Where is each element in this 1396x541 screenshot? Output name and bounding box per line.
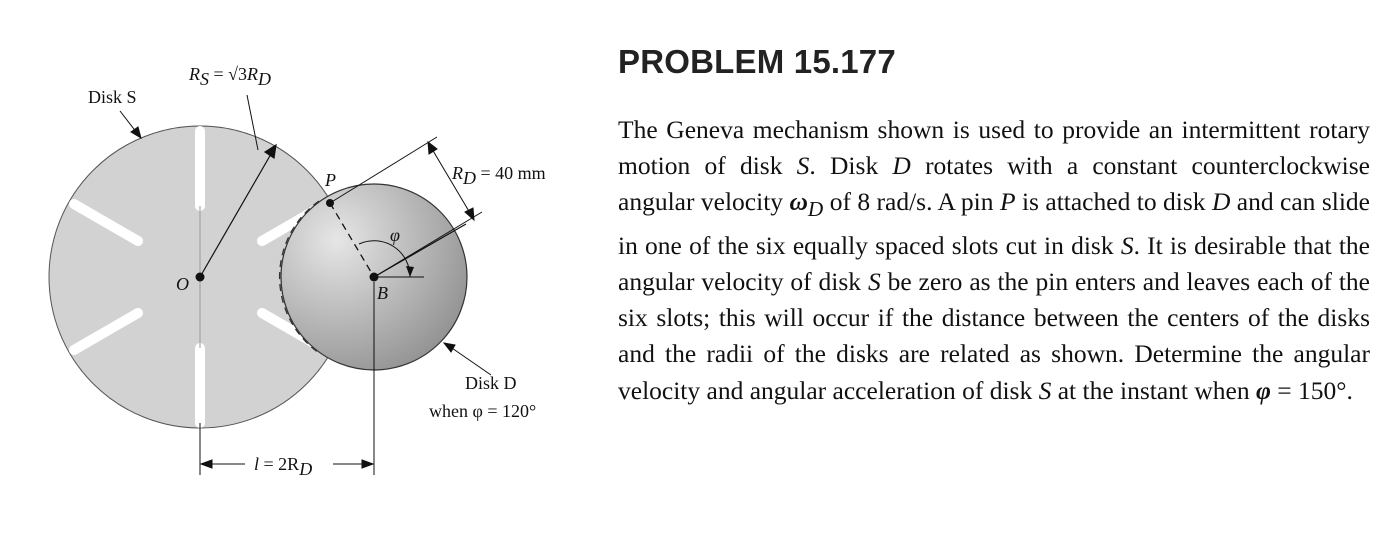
text-part: of 8 rad/s. A pin [823, 187, 1000, 217]
disk-s-label: Disk S [88, 87, 137, 107]
disk-d-label: Disk D [465, 373, 517, 393]
pin-symbol: P [999, 187, 1016, 217]
when-phi-label: when φ = 120° [429, 401, 537, 421]
center-o [196, 273, 205, 282]
text-part: and can slide in one of the six equally spaced slots cut in disk [618, 187, 1370, 260]
text-part: . It is desirable that the angular velocity of disk [618, 230, 1370, 296]
text-part: rotates with a constant counterclockwise angular velocity [618, 151, 1370, 217]
problem-title: PROBLEM 15.177 [618, 43, 896, 80]
problem-statement [618, 112, 1370, 409]
disk-s-leader [120, 111, 141, 138]
omega-subscript: D [807, 197, 824, 222]
disk-s-symbol: S [867, 266, 881, 296]
center-o-label: O [176, 274, 189, 294]
phi-symbol: φ [1256, 375, 1271, 405]
disk-d-leader [444, 343, 491, 375]
pin-p-label: P [325, 170, 336, 190]
disk-d-symbol: D [892, 151, 911, 181]
center-b-label: B [377, 283, 388, 303]
geneva-mechanism-figure [30, 40, 600, 500]
disk-s-symbol: S [1038, 375, 1052, 405]
disk-d-symbol: D [1211, 187, 1231, 217]
text-part: be zero as the pin enters and leaves each of the six slots; this will occur if the distance between the centers of the disks and the radii of the disks are related as shown. Determine the angular velocity and angular acceleration of disk [618, 266, 1370, 405]
disk-s-symbol: S [1120, 230, 1134, 260]
l-formula-label: l = 2RD [254, 454, 313, 479]
rd-formula-label: RD = 40 mm [452, 163, 546, 188]
text-part: at the instant when [1051, 375, 1256, 405]
text-part: The Geneva mechanism shown is used to provide an intermittent rotary motion of disk [618, 115, 1370, 181]
text-part: = 150°. [1270, 375, 1353, 405]
disk-s-symbol: S [796, 151, 810, 181]
text-part: is attached to disk [1015, 187, 1212, 217]
phi-label: φ [390, 225, 400, 245]
text-part: . Disk [809, 151, 893, 181]
omega-symbol: ω [789, 187, 808, 217]
rs-formula-label: RS = √3RD [189, 64, 272, 89]
center-b [370, 273, 379, 282]
